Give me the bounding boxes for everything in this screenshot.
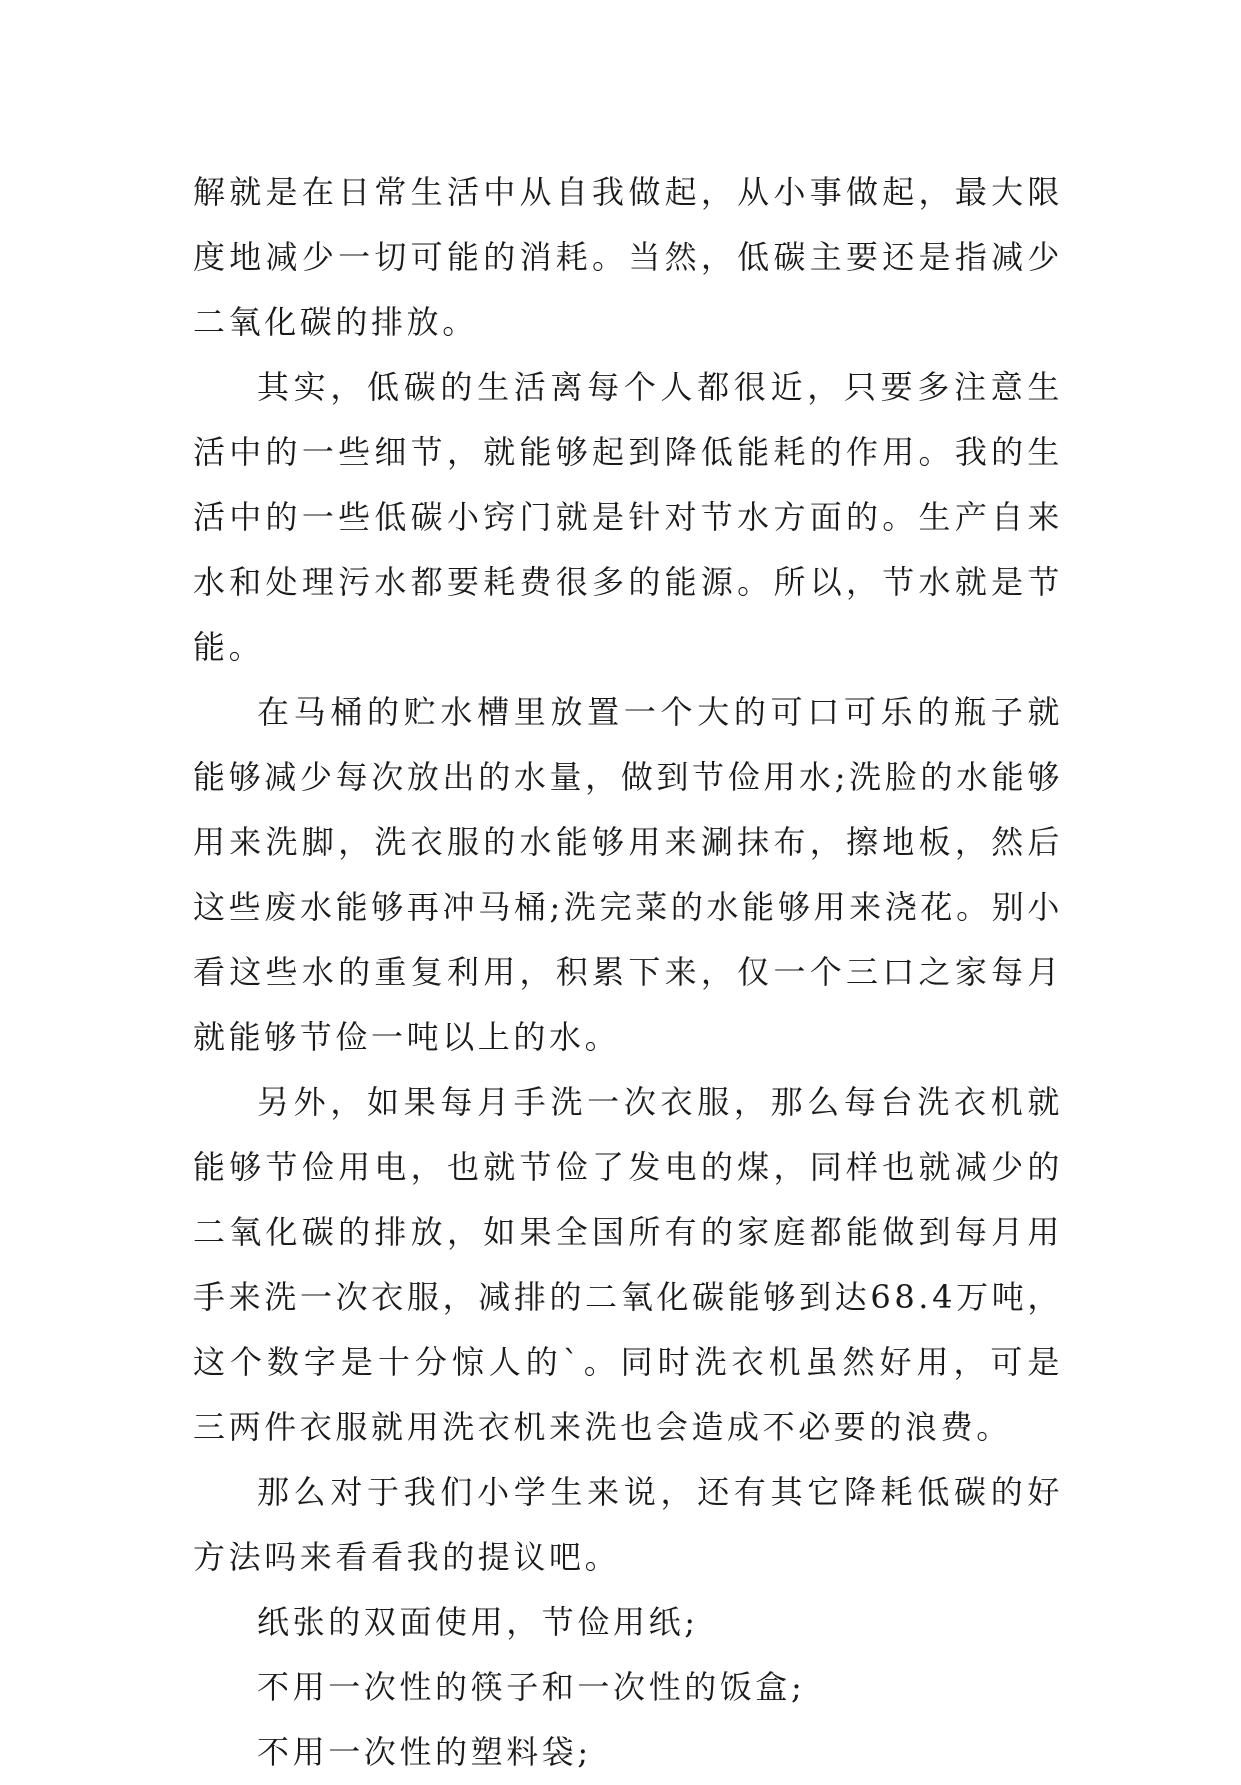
suggestion-item: 不用一次性的筷子和一次性的饭盒; <box>257 1668 806 1706</box>
suggestion-item: 纸张的双面使用，节俭用纸; <box>257 1603 699 1641</box>
paragraph-continuation: 解就是在日常生活中从自我做起，从小事做起，最大限度地减少一切可能的消耗。当然，低碳主要还是指减少二氧化碳的排放。 <box>193 173 1063 341</box>
document-body <box>193 160 1063 1785</box>
paragraph: 那么对于我们小学生来说，还有其它降耗低碳的好方法吗来看看我的提议吧。 <box>193 1473 1063 1576</box>
paragraph: 在马桶的贮水槽里放置一个大的可口可乐的瓶子就能够减少每次放出的水量，做到节俭用水;洗脸的水能够用来洗脚，洗衣服的水能够用来涮抹布，擦地板，然后这些废水能够再冲马桶;洗完菜的水能够用来浇花。别小看这些水的重复利用，积累下来，仅一个三口之家每月就能够节俭一吨以上的水。 <box>193 693 1063 1056</box>
suggestion-item: 不用一次性的塑料袋; <box>257 1733 592 1771</box>
paragraph: 另外，如果每月手洗一次衣服，那么每台洗衣机就能够节俭用电，也就节俭了发电的煤，同样也就减少的二氧化碳的排放，如果全国所有的家庭都能做到每月用手来洗一次衣服，减排的二氧化碳能够到达68.4万吨，这个数字是十分惊人的`。同时洗衣机虽然好用，可是三两件衣服就用洗衣机来洗也会造成不必要的浪费。 <box>193 1083 1063 1446</box>
paragraph: 其实，低碳的生活离每个人都很近，只要多注意生活中的一些细节，就能够起到降低能耗的作用。我的生活中的一些低碳小窍门就是针对节水方面的。生产自来水和处理污水都要耗费很多的能源。所以，节水就是节能。 <box>193 368 1063 666</box>
